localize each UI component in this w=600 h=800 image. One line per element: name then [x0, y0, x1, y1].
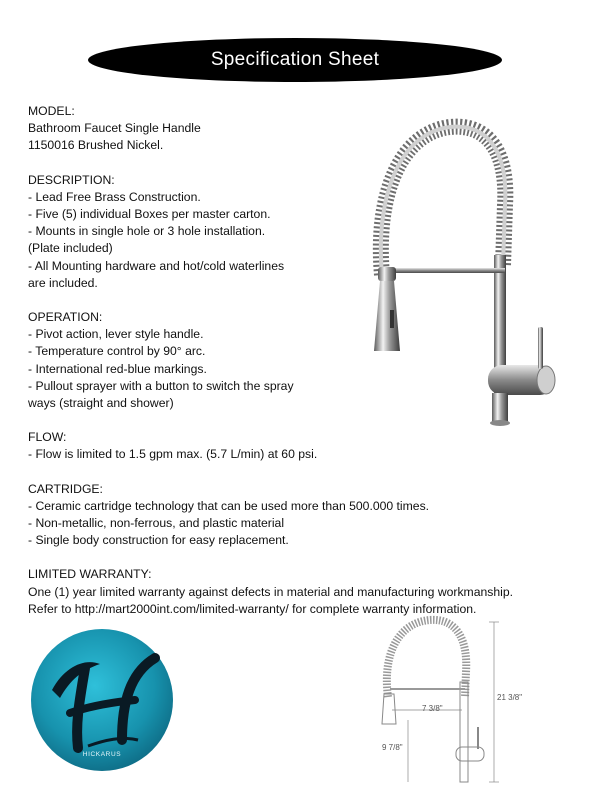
spec-line: Bathroom Faucet Single Handle	[28, 121, 201, 136]
section-heading: DESCRIPTION:	[28, 172, 115, 187]
total-height-label: 21 3/8"	[497, 693, 523, 702]
spec-line: One (1) year limited warranty against defects in material and manufacturing workmanship.	[28, 584, 514, 599]
spec-line: ways (straight and shower)	[28, 396, 174, 411]
header-banner	[88, 38, 502, 82]
spec-line: - Five (5) individual Boxes per master carton.	[28, 207, 271, 222]
spec-line: - Non-metallic, non-ferrous, and plastic material	[28, 516, 285, 531]
spout-reach-label: 7 3/8"	[422, 704, 443, 713]
cartridge-section	[28, 481, 588, 550]
spec-line: (Plate included)	[28, 241, 113, 256]
section-heading: LIMITED WARRANTY:	[28, 567, 152, 582]
brand-name: HICKARUS	[82, 751, 122, 758]
faucet-image	[360, 115, 570, 435]
brand-logo	[30, 628, 174, 772]
section-heading: OPERATION:	[28, 310, 103, 325]
spec-line: - Flow is limited to 1.5 gpm max. (5.7 L/min) at 60 psi.	[28, 447, 318, 462]
dimension-drawing	[370, 612, 540, 792]
spec-line: - International red-blue markings.	[28, 361, 207, 376]
spec-line: 1150016 Brushed Nickel.	[28, 138, 164, 153]
spec-line: - Single body construction for easy replacement.	[28, 533, 289, 548]
section-heading: MODEL:	[28, 104, 75, 118]
spec-line: - Ceramic cartridge technology that can be used more than 500.000 times.	[28, 498, 430, 513]
spec-line: - Pivot action, lever style handle.	[28, 327, 204, 342]
section-heading: CARTRIDGE:	[28, 481, 103, 496]
section-heading: FLOW:	[28, 430, 67, 445]
spec-line: - Lead Free Brass Construction.	[28, 189, 201, 204]
spec-line: - Pullout sprayer with a button to switch the spray	[28, 378, 294, 393]
spec-line: - Temperature control by 90° arc.	[28, 344, 206, 359]
spec-line: - Mounts in single hole or 3 hole installation.	[28, 224, 266, 239]
warranty-section	[28, 566, 588, 618]
spec-line: Refer to http://mart2000int.com/limited-warranty/ for complete warranty information.	[28, 601, 477, 616]
page-title: Specification Sheet	[210, 49, 380, 70]
spout-height-label: 9 7/8"	[382, 743, 403, 752]
spec-line: are included.	[28, 275, 98, 290]
spec-line: - All Mounting hardware and hot/cold waterlines	[28, 258, 285, 273]
